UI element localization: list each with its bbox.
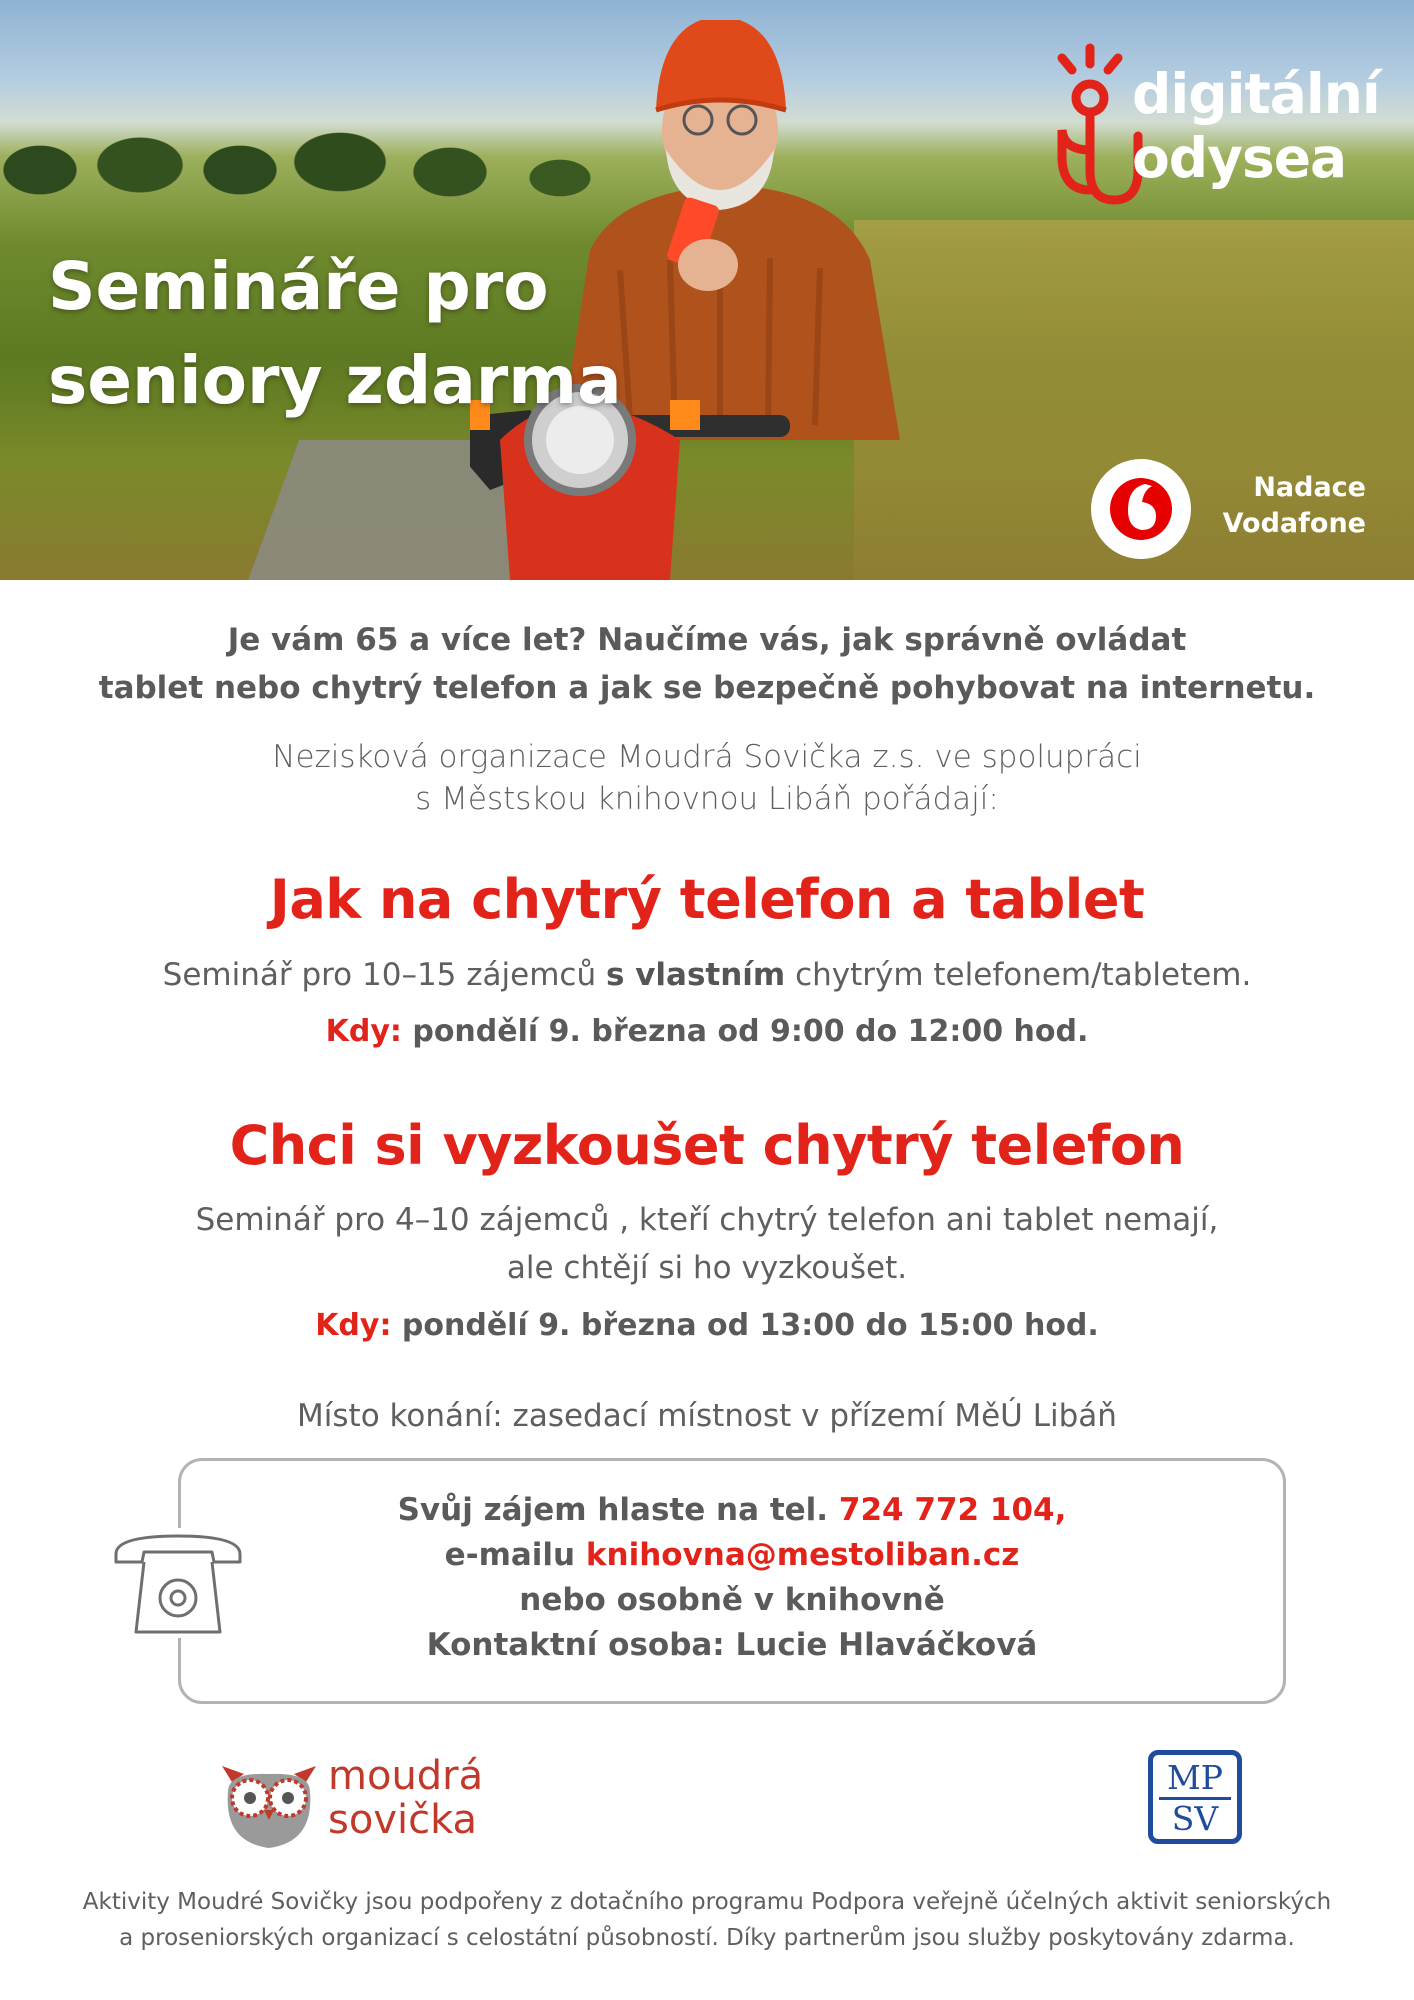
logo-line: moudrá: [328, 1753, 484, 1799]
contact-line-in-person: nebo osobně v knihovně: [519, 1582, 945, 1618]
seminar2-description: [0, 1196, 1414, 1292]
contact-line-phone: [178, 1488, 1286, 1533]
when-label: Kdy:: [315, 1308, 392, 1343]
when-label: Kdy:: [325, 1014, 402, 1049]
hero-title: [48, 240, 622, 428]
owl-icon: [214, 1752, 324, 1852]
contact-person: Kontaktní osoba: Lucie Hlaváčková: [426, 1627, 1038, 1663]
seminar1-title: Jak na chytrý telefon a tablet: [269, 868, 1145, 931]
moudra-sovicka-logo: [328, 1754, 483, 1842]
seminar1-when: [0, 1010, 1414, 1054]
logo-line: Nadace: [1253, 472, 1366, 503]
contact-line-email: [178, 1533, 1286, 1578]
footer-line: a proseniorských organizací s celostátní působností. Díky partnerům jsou služby poskytovány zdarma.: [119, 1925, 1295, 1951]
nadace-vodafone-logo: [1206, 470, 1366, 542]
digitalni-odysea-logo: [1132, 62, 1380, 190]
footer-line: Aktivity Moudré Sovičky jsou podpořeny z dotačního programu Podpora veřejně účelných aktivit seniorských: [82, 1889, 1332, 1915]
logo-line: digitální: [1132, 62, 1380, 126]
seminar1-description: [0, 953, 1414, 997]
intro-text: [0, 616, 1414, 712]
logo-line: odysea: [1132, 126, 1347, 190]
organizer-line: Nezisková organizace Moudrá Sovička z.s. ve spolupráci: [272, 739, 1142, 775]
venue-text: Místo konání: zasedací místnost v přízemí MěÚ Libáň: [297, 1398, 1117, 1434]
seminar2-desc-line: ale chtějí si ho vyzkoušet.: [506, 1250, 908, 1286]
organizer-line: s Městskou knihovnou Libáň pořádají:: [415, 781, 999, 817]
contact-email-label: e-mailu: [444, 1537, 586, 1573]
vodafone-speechmark-icon: [1090, 458, 1192, 560]
footer-note: [0, 1884, 1414, 1956]
mpsv-logo-row: SV: [1159, 1797, 1231, 1838]
contact-phone-label: Svůj zájem hlaste na tel.: [397, 1492, 839, 1528]
mpsv-logo: [1148, 1750, 1242, 1844]
when-text: pondělí 9. března od 9:00 do 12:00 hod.: [401, 1014, 1089, 1049]
seminar1-desc-bold: s vlastním: [605, 957, 786, 993]
seminar2-desc-line: Seminář pro 4–10 zájemců , kteří chytrý telefon ani tablet nemají,: [195, 1202, 1219, 1238]
seminar2-title: Chci si vyzkoušet chytrý telefon: [229, 1114, 1185, 1177]
seminar1-desc-post: chytrým telefonem/tabletem.: [785, 957, 1252, 993]
logo-line: sovička: [328, 1797, 478, 1843]
hero-banner: [0, 0, 1414, 580]
intro-line: tablet nebo chytrý telefon a jak se bezpečně pohybovat na internetu.: [98, 670, 1316, 706]
when-text: pondělí 9. března od 13:00 do 15:00 hod.: [391, 1308, 1099, 1343]
mpsv-logo-row: MP: [1167, 1758, 1223, 1797]
organizer-text: [0, 736, 1414, 820]
intro-line: Je vám 65 a více let? Naučíme vás, jak správně ovládat: [227, 622, 1187, 658]
logo-line: Vodafone: [1222, 508, 1366, 539]
hero-title-line: Semináře pro: [48, 248, 549, 325]
hero-title-line: seniory zdarma: [48, 342, 622, 419]
contact-phone-number[interactable]: 724 772 104,: [838, 1492, 1067, 1528]
contact-email-link[interactable]: knihovna@mestoliban.cz: [585, 1537, 1020, 1573]
contact-details: [178, 1488, 1286, 1668]
seminar1-desc-pre: Seminář pro 10–15 zájemců: [162, 957, 606, 993]
seminar2-when: [0, 1304, 1414, 1348]
